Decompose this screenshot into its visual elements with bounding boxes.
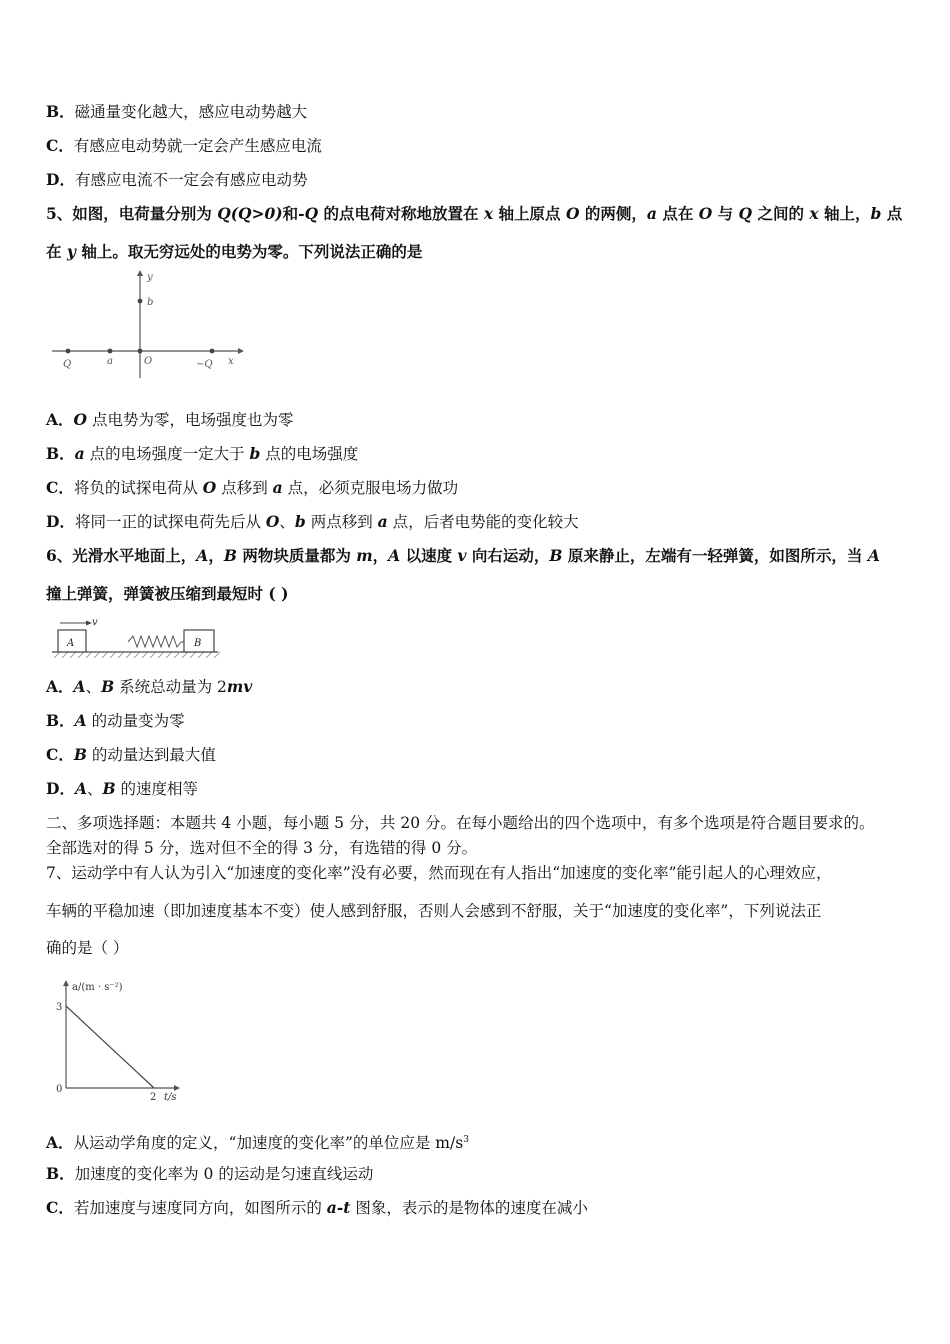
q7-stem-line2: 车辆的平稳加速（即加速度基本不变）使人感到舒服，否则人会感到不舒服，关于“加速度的变化率”，下列说法正: [46, 902, 822, 920]
y-axis-arrow-icon: [137, 270, 143, 276]
q6-option-d: D．A、B 的速度相等: [46, 779, 199, 798]
q4-option-b: B．磁通量变化越大，感应电动势越大: [46, 102, 308, 121]
block-a-label: A: [67, 638, 75, 649]
q5-option-b: B．a 点的电场强度一定大于 b 点的电场强度: [46, 444, 359, 463]
t-axis-label: t/s: [164, 1092, 177, 1103]
q6-spring-figure: [48, 616, 223, 662]
section2-heading-line2: 全部选对的得 5 分，选对但不全的得 3 分，有选错的得 0 分。: [46, 839, 478, 857]
q7-stem-line3: 确的是（ ）: [46, 939, 129, 957]
q6-option-a: A．A、B 系统总动量为 2mv: [46, 677, 253, 696]
ground-hatch: [54, 652, 220, 658]
tick-2-label: 2: [150, 1092, 157, 1103]
x-axis-arrow-icon: [238, 348, 244, 354]
section2-heading-line1: 二、多项选择题：本题共 4 小题，每小题 5 分，共 20 分。在每小题给出的四个选项中，有多个选项是符合题目要求的。: [46, 814, 875, 832]
q6-option-c: C．B 的动量达到最大值: [46, 745, 216, 764]
q-label: Q: [63, 359, 72, 370]
tick-3-label: 3: [56, 1002, 63, 1013]
x-label: x: [228, 356, 234, 367]
q6-option-b: B．A 的动量变为零: [46, 711, 185, 730]
q7-option-b: B．加速度的变化率为 0 的运动是匀速直线运动: [46, 1164, 374, 1183]
q6-stem-line1: 6、光滑水平地面上，A，B 两物块质量都为 m，A 以速度 v 向右运动，B 原来静止，左端有一轻弹簧，如图所示，当 A: [46, 546, 880, 565]
a-axis-label: a/(m · s⁻²): [72, 982, 123, 993]
q7-option-a: A．从运动学角度的定义，“加速度的变化率”的单位应是 $m/s^3$: [46, 1133, 469, 1153]
origin-label: 0: [56, 1084, 63, 1095]
q7-option-c: C．若加速度与速度同方向，如图所示的 a-t 图象，表示的是物体的速度在减小: [46, 1198, 588, 1217]
q7-at-graph: [48, 976, 198, 1106]
block-b-label: B: [194, 638, 202, 649]
charge-neg-q-dot: [210, 349, 215, 354]
q7-stem-line1: 7、运动学中有人认为引入“加速度的变化率”没有必要，然而现在有人指出“加速度的变化率”能引起人的心理效应，: [46, 864, 832, 882]
o-label: O: [144, 356, 153, 367]
point-a-dot: [108, 349, 113, 354]
origin-dot: [138, 349, 143, 354]
q4-option-c: C．有感应电动势就一定会产生感应电流: [46, 136, 322, 155]
b-label: b: [147, 297, 154, 308]
q4-option-d: D．有感应电流不一定会有感应电动势: [46, 170, 308, 189]
q5-stem-line1: 5、如图，电荷量分别为 Q(Q>0)和-Q 的点电荷对称地放置在 x 轴上原点 O 的两侧，a 点在 O 与 Q 之间的 x 轴上，b 点: [46, 204, 903, 223]
y-label: y: [147, 272, 153, 283]
q6-stem-line2: 撞上弹簧，弹簧被压缩到最短时 ( ): [46, 584, 289, 603]
at-line: [66, 1006, 154, 1088]
q5-option-d: D．将同一正的试探电荷先后从 O、b 两点移到 a 点，后者电势能的变化较大: [46, 512, 579, 531]
neg-q-label: −Q: [196, 359, 213, 370]
point-b-dot: [138, 299, 143, 304]
q5-option-a: A．O 点电势为零，电场强度也为零: [46, 410, 294, 429]
charge-q-dot: [66, 349, 71, 354]
spring: [128, 636, 184, 647]
q5-stem-line2: 在 y 轴上。取无穷远处的电势为零。下列说法正确的是: [46, 242, 423, 261]
q5-charge-figure: [50, 268, 245, 383]
velocity-label: v: [92, 617, 98, 628]
t-axis-arrow-icon: [174, 1085, 180, 1091]
q5-option-c: C．将负的试探电荷从 O 点移到 a 点，必须克服电场力做功: [46, 478, 459, 497]
a-axis-arrow-icon: [63, 980, 69, 986]
a-label: a: [107, 356, 113, 367]
